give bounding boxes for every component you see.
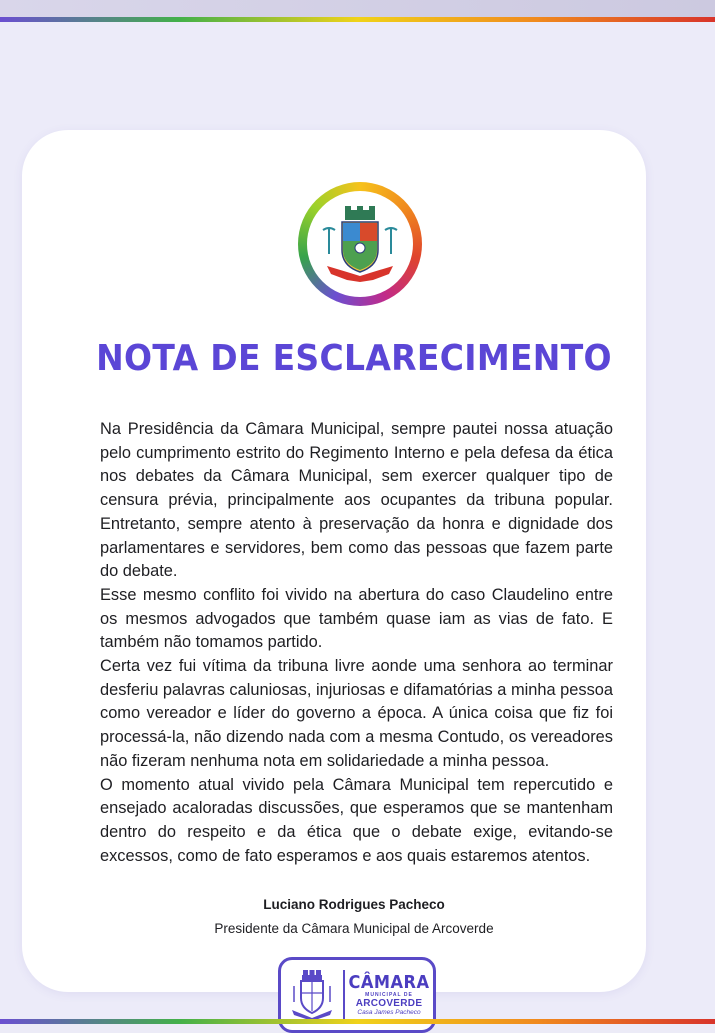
- paragraph: Certa vez fui vítima da tribuna livre aonde uma senhora ao terminar desferiu palavras caluniosas, injuriosas e difamatórias a minha pessoa como vereador e líder do governo a época. A única coisa que fiz foi processá-la, não dizendo nada com a mesma Contudo, os vereadores não fizeram nenhuma nota em solidariedade a minha pessoa.: [100, 657, 613, 770]
- top-color-stripe: [0, 0, 715, 22]
- note-page: [0, 22, 715, 1019]
- note-card: [22, 130, 646, 1016]
- signer-role: Presidente da Câmara Municipal de Arcoverde: [214, 921, 494, 936]
- logo-municipal: MUNICIPAL DE: [365, 991, 413, 998]
- bottom-color-stripe: [0, 1019, 715, 1024]
- page-title: NOTA DE ESCLARECIMENTO: [96, 336, 612, 379]
- logo-city: ARCOVERDE: [355, 997, 423, 1009]
- logo-wordmark: [345, 971, 433, 1017]
- paragraph: O momento atual vivido pela Câmara Municipal tem repercutido e ensejado acaloradas discussões, que esperamos que se mantenham dentro do respeito e da ética que o debate exige, evitando-se excessos, como de fato esperamos e aos quais estaremos atentos.: [100, 775, 613, 865]
- signer-name: Luciano Rodrigues Pacheco: [263, 897, 445, 912]
- logo-word: CÂMARA: [348, 971, 430, 993]
- note-body: [100, 418, 613, 868]
- paragraph: Na Presidência da Câmara Municipal, sempre pautei nossa atuação pelo cumprimento estrito do Regimento Interno e pela defesa da ética nos debates da Câmara Municipal, sem exercer qualquer tipo de censura prévia, principalmente aos ocupantes da tribuna popular. Entretanto, sempre atento à preservação da honra e dignidade dos parlamentares e servidores, bem como das pessoas que fazem parte do debate.: [100, 420, 613, 581]
- seal-ring: [298, 182, 422, 306]
- municipal-coat-of-arms-icon: [307, 191, 413, 297]
- paragraph: Esse mesmo conflito foi vivido na abertura do caso Claudelino entre os mesmos advogados que também quase iam as vias de fato. E também não tomamos partido.: [100, 585, 613, 652]
- logo-house: Casa James Pacheco: [357, 1008, 421, 1016]
- coat-of-arms-icon: [281, 968, 343, 1022]
